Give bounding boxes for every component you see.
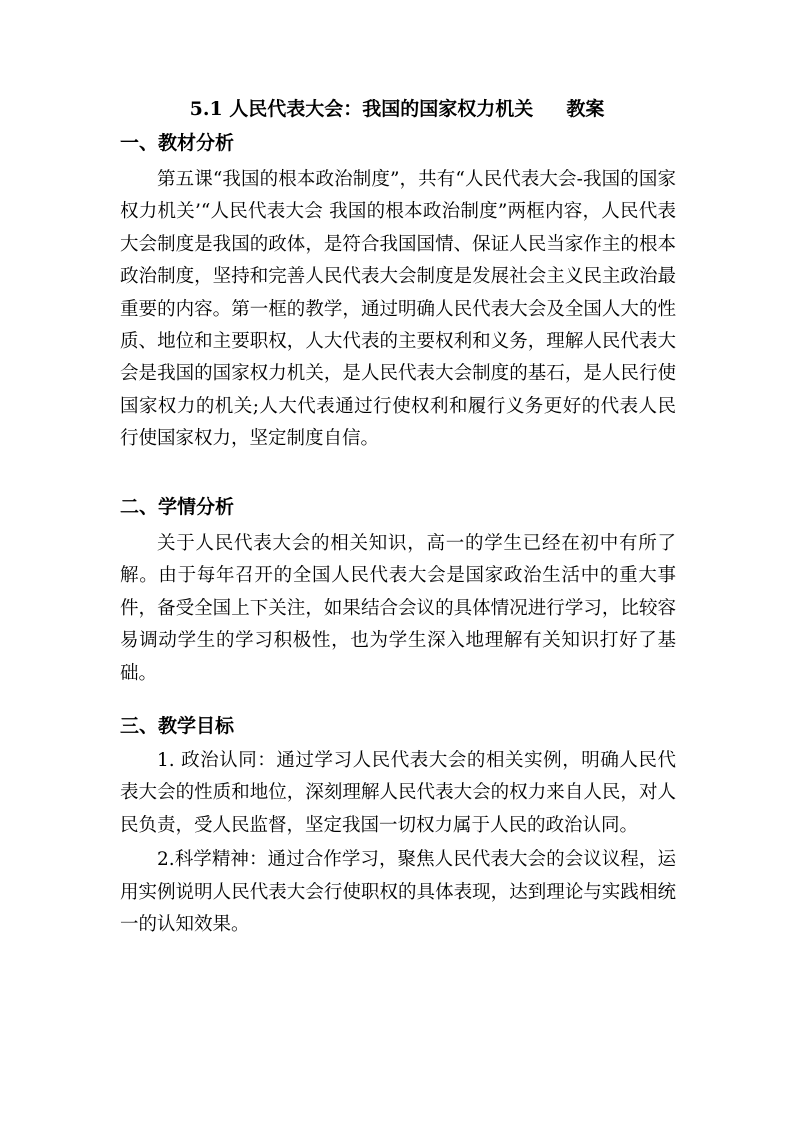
section-student-analysis	[120, 494, 676, 690]
section-paragraph: 关于人民代表大会的相关知识，高一的学生已经在初中有所了解。由于每年召开的全国人民代表大会是国家政治生活中的重大事件，备受全国上下关注，如果结合会议的具体情况进行学习，比较容易调动学生的学习积极性，也为学生深入地理解有关知识打好了基础。	[120, 533, 676, 684]
objective-paragraph: 2.科学精神：通过合作学习，聚焦人民代表大会的会议议程，运用实例说明人民代表大会行使职权的具体表现，达到理论与实践相统一的认知效果。	[120, 849, 676, 936]
section-heading: 三、教学目标	[120, 715, 235, 737]
section-heading: 二、学情分析	[120, 496, 235, 518]
section-paragraph: 第五课“我国的根本政治制度”，共有“人民代表大会-我国的国家权力机关’“人民代表大会 我国的根本政治制度”两框内容，人民代表大会制度是我国的政体，是符合我国国情、保证人民当家作主的根本政治制度，坚持和完善人民代表大会制度是发展社会主义民主政治最重要的内容。第一框的教学，通过明确人民代表大会及全国人大的性质、地位和主要职权，人大代表的主要权利和义务，理解人民代表大会是我国的国家权力机关，是人民代表大会制度的基石，是人民行使国家权力的机关;人大代表通过行使权利和履行义务更好的代表人民行使国家权力，坚定制度自信。	[120, 169, 676, 450]
objective-paragraph: 1. 政治认同：通过学习人民代表大会的相关实例，明确人民代表大会的性质和地位，深刻理解人民代表大会的权力来自人民，对人民负责，受人民监督，坚定我国一切权力属于人民的政治认同。	[120, 750, 676, 836]
section-teaching-objectives	[120, 713, 676, 941]
document-title: 5.1 人民代表大会：我国的国家权力机关 教案	[189, 98, 605, 120]
section-textbook-analysis	[120, 130, 676, 456]
section-heading: 一、教材分析	[120, 132, 235, 154]
